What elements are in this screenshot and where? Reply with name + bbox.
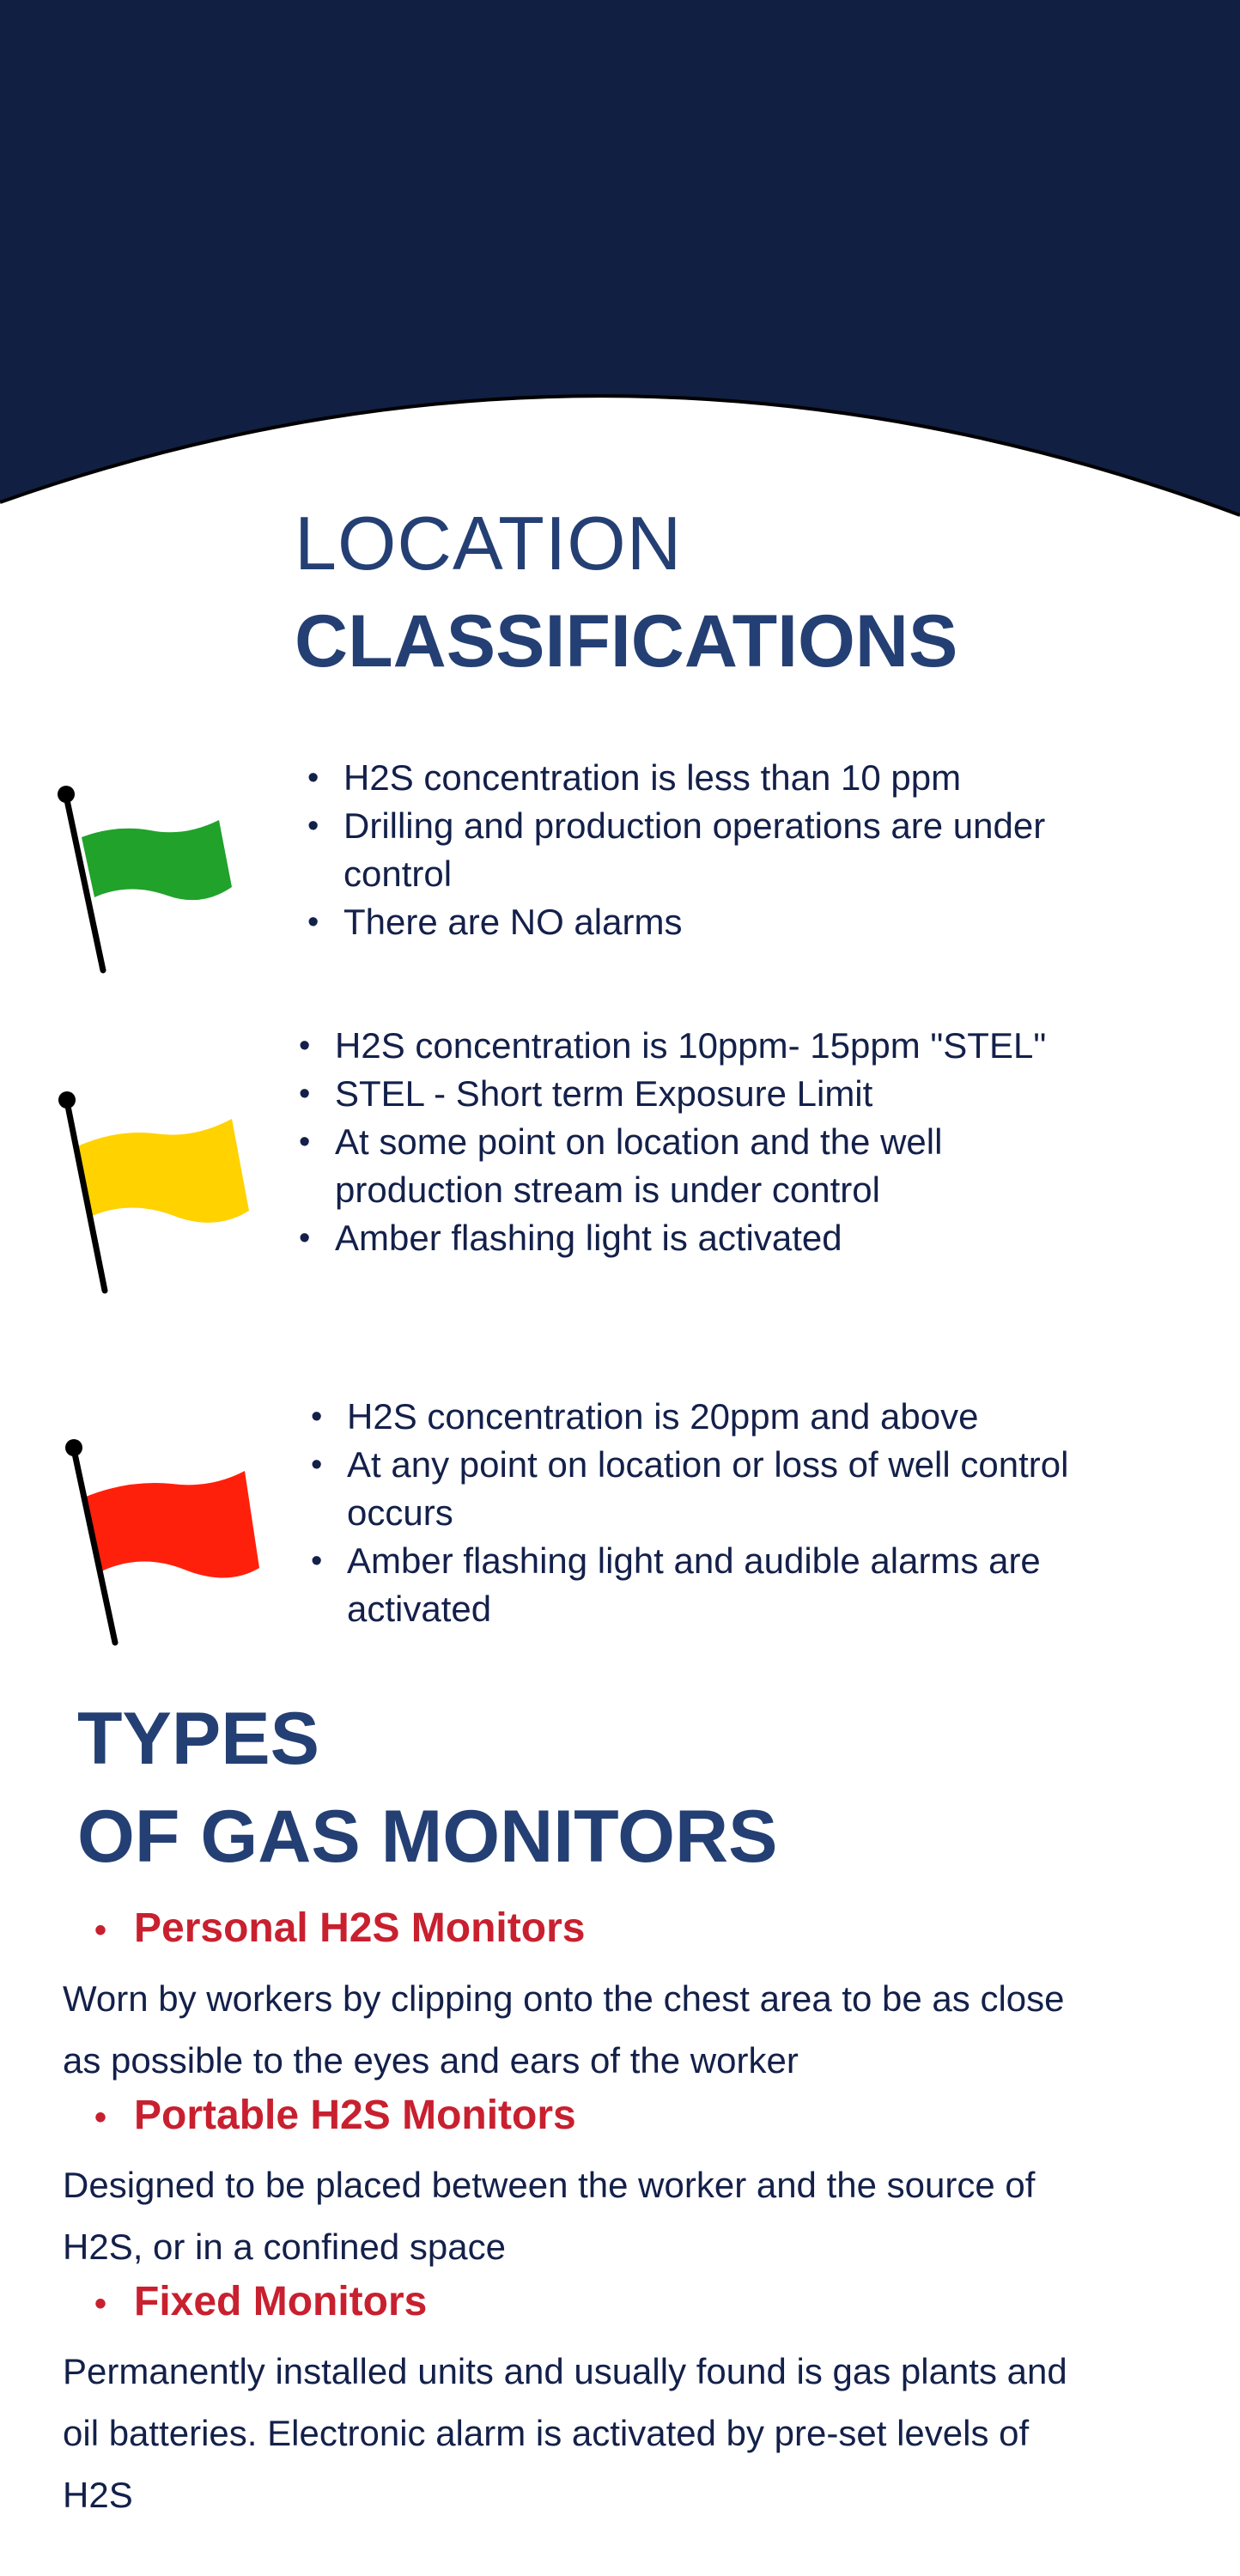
monitor-heading-text: Fixed Monitors [134, 2279, 428, 2324]
yellow-flag-list [299, 1022, 1106, 1262]
monitors-title-line1: TYPES [77, 1698, 319, 1780]
location-title-line2: CLASSIFICATIONS [295, 600, 958, 683]
list-item: • H2S concentration is 10ppm- 15ppm "STEL" [299, 1022, 1106, 1070]
monitor-description-personal: Worn by workers by clipping onto the chest area to be as close as possible to the eyes and ears of the worker [63, 1978, 1065, 2081]
green-flag-icon [47, 777, 245, 979]
bullet-icon: • [94, 2285, 107, 2323]
monitor-heading-personal [94, 1905, 585, 1952]
green-flag-list [307, 754, 1097, 946]
bullet-icon: • [94, 2099, 107, 2136]
monitor-description-fixed: Permanently installed units and usually found is gas plants and oil batteries. Electronic alarm is activated by pre-set levels of H2S [63, 2351, 1067, 2515]
monitor-heading-portable [94, 2092, 576, 2139]
list-item: • Drilling and production operations are under control [307, 802, 1097, 898]
red-flag-list [311, 1393, 1109, 1633]
list-item: • H2S concentration is less than 10 ppm [307, 754, 1097, 802]
list-item: • At any point on location or loss of well control occurs [311, 1441, 1109, 1537]
red-flag-icon [60, 1432, 270, 1647]
yellow-flag-icon [52, 1086, 258, 1297]
monitor-heading-text: Personal H2S Monitors [134, 1905, 586, 1951]
list-item: • There are NO alarms [307, 898, 1097, 946]
list-item: • Amber flashing light and audible alarms are activated [311, 1537, 1109, 1633]
monitors-title-line2: OF GAS MONITORS [77, 1795, 778, 1878]
list-item: • Amber flashing light is activated [299, 1214, 1106, 1262]
header-band [0, 0, 1240, 532]
monitor-heading-text: Portable H2S Monitors [134, 2093, 576, 2138]
bullet-icon: • [94, 1911, 107, 1949]
list-item: • At some point on location and the well production stream is under control [299, 1118, 1106, 1214]
list-item: • H2S concentration is 20ppm and above [311, 1393, 1109, 1441]
list-item: • STEL - Short term Exposure Limit [299, 1070, 1106, 1118]
monitor-heading-fixed [94, 2278, 427, 2325]
header-band-fill [0, 0, 1240, 515]
monitors-title [77, 1690, 777, 1886]
monitor-description-portable: Designed to be placed between the worker and the source of H2S, or in a confined space [63, 2165, 1036, 2267]
location-title-line1: LOCATION [295, 501, 683, 586]
